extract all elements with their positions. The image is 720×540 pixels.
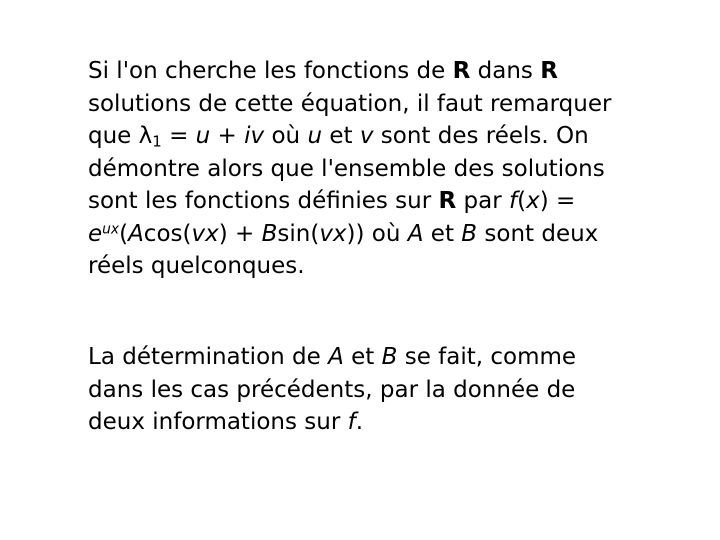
text-span: dans (470, 58, 541, 84)
paragraph-determination (88, 341, 688, 439)
text-line (88, 250, 688, 283)
text-span: La détermination de (88, 344, 329, 370)
exponent: ux (102, 220, 120, 237)
text-span: par (456, 188, 510, 214)
text-span: réels quelconques. (88, 253, 305, 279)
math-variable: f (509, 188, 518, 214)
text-span: + (210, 123, 245, 149)
math-variable: v (359, 123, 374, 149)
math-variable: A (407, 220, 424, 247)
text-line (88, 374, 688, 407)
math-variable: A (128, 220, 144, 247)
math-variable: e (88, 220, 103, 247)
text-line (88, 185, 688, 218)
real-numbers-symbol: R (540, 58, 558, 84)
text-span: et (343, 344, 382, 370)
math-variable: B (381, 344, 398, 370)
text-span: que λ (88, 123, 153, 149)
real-numbers-symbol: R (438, 188, 457, 214)
text-line (88, 55, 688, 88)
math-variable: x (526, 188, 540, 214)
math-variable: vx (319, 220, 347, 247)
text-span: ) = (539, 188, 576, 214)
text-line (88, 341, 688, 374)
text-span: . (355, 409, 364, 435)
text-span: sin( (277, 220, 320, 247)
text-span: ) + (218, 220, 262, 247)
text-span: sont les fonctions définies sur (88, 188, 439, 214)
math-variable: B (261, 220, 278, 247)
text-span: et (423, 220, 462, 247)
math-variable: iv (244, 123, 265, 149)
text-line (88, 406, 688, 439)
text-line (88, 120, 688, 153)
math-variable: A (328, 344, 344, 370)
real-numbers-symbol: R (452, 58, 471, 84)
math-variable: u (195, 123, 211, 149)
text-span: ( (517, 188, 527, 214)
subscript: 1 (152, 132, 162, 151)
text-span: )) où (346, 220, 408, 247)
text-span: solutions de cette équation, il faut remarquer (88, 90, 612, 117)
text-span: Si l'on cherche les fonctions de (88, 58, 453, 84)
math-variable: B (461, 220, 478, 247)
paragraph-solutions (88, 55, 688, 283)
text-line (88, 153, 688, 186)
math-variable: vx (191, 220, 219, 247)
text-line (88, 88, 688, 121)
text-span: sont des réels. On (373, 123, 589, 149)
math-variable: f (347, 409, 356, 435)
text-span: ( (119, 220, 129, 247)
text-span: cos( (143, 220, 192, 247)
text-span: démontre alors que l'ensemble des solutions (88, 155, 605, 182)
text-span: dans les cas précédents, par la donnée de (88, 376, 576, 403)
text-span: deux informations sur (88, 409, 348, 435)
text-span: sont deux (477, 220, 599, 247)
text-span: = (161, 123, 196, 149)
text-line (88, 218, 688, 251)
math-variable: u (307, 123, 323, 149)
text-span: et (322, 123, 360, 149)
text-span: où (264, 123, 308, 149)
text-span: se fait, comme (397, 344, 577, 370)
